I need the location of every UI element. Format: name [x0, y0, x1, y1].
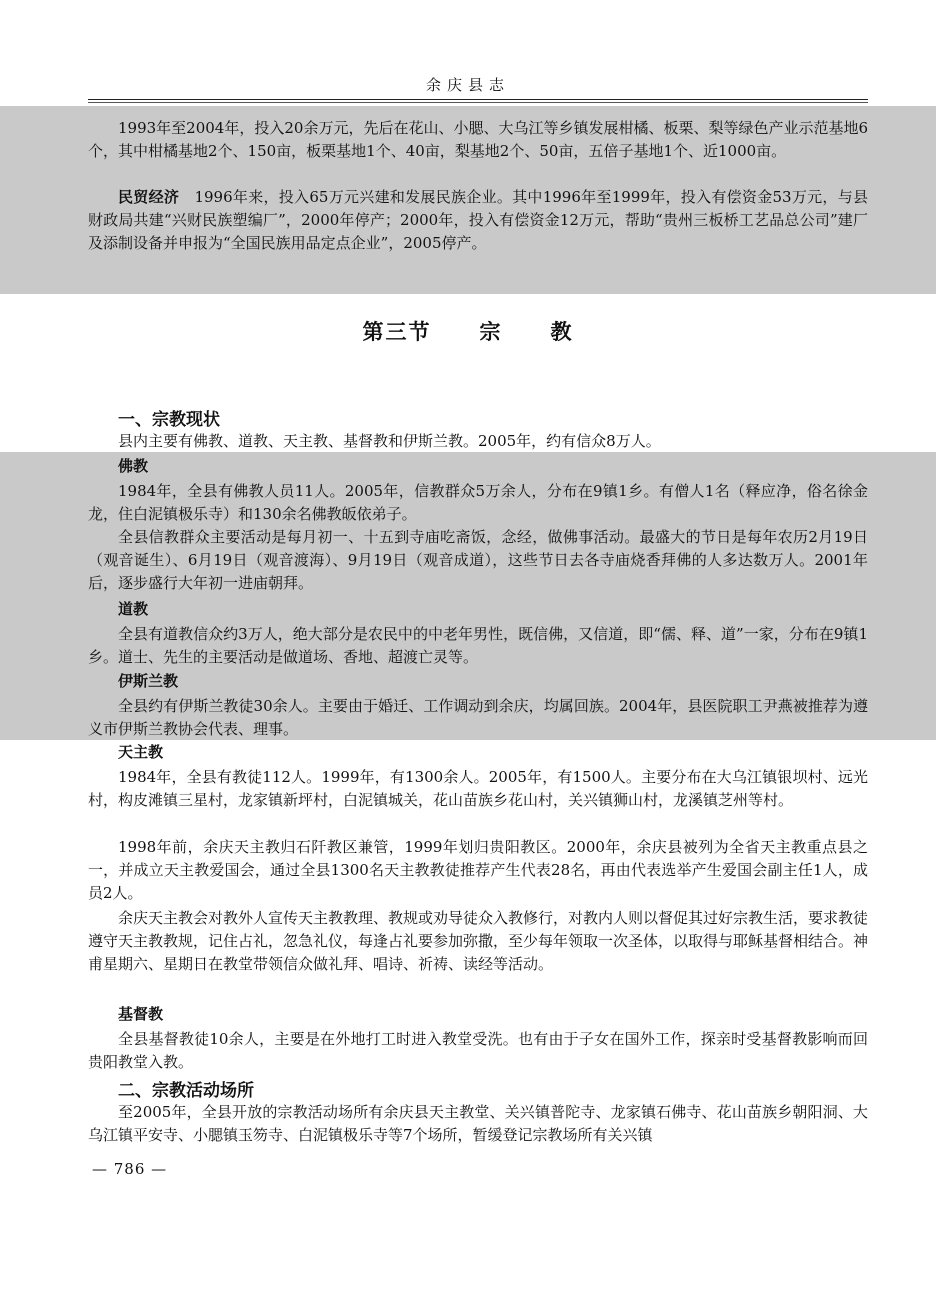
header-rule-thin — [88, 102, 868, 103]
section-title — [0, 316, 936, 346]
running-header: 余庆县志 — [425, 76, 510, 94]
subheading-catholicism: 天主教 — [118, 743, 164, 761]
paragraph-buddhism-1: 1984年，全县有佛教人员11人。2005年，信教群众5万余人，分布在9镇1乡。有僧人1名（释应净，俗名徐金龙，住白泥镇极乐寺）和130余名佛教皈依弟子。 — [88, 482, 868, 523]
section-title-char-1: 宗 — [479, 320, 503, 344]
paragraph-religion-intro: 县内主要有佛教、道教、天主教、基督教和伊斯兰教。2005年，约有信众8万人。 — [118, 432, 661, 450]
paragraph-protestantism: 全县基督教徒10余人，主要是在外地打工时进入教堂受洗。也有由于子女在国外工作，探亲时受基督教影响而回贵阳教堂入教。 — [88, 1030, 868, 1071]
header-rule — [88, 99, 868, 100]
paragraph-taoism: 全县有道教信众约3万人，绝大部分是农民中的中老年男性，既信佛，又信道，即“儒、释、道”一家，分布在9镇1乡。道士、先生的主要活动是做道场、香地、超渡亡灵等。 — [88, 625, 868, 666]
section-title-char-2: 教 — [550, 320, 574, 344]
paragraph-ethnic-trade — [88, 186, 868, 255]
heading-religious-sites: 二、宗教活动场所 — [118, 1081, 254, 1101]
paragraph-orchards: 1993年至2004年，投入20余万元，先后在花山、小腮、大乌江等乡镇发展柑橘、板栗、梨等绿色产业示范基地6个，其中柑橘基地2个、150亩，板栗基地1个、40亩，梨基地2个、50亩，五倍子基地1个、近1000亩。 — [88, 119, 868, 160]
section-number: 第三节 — [362, 320, 432, 344]
paragraph-catholicism-3: 余庆天主教会对教外人宣传天主教教理、教规或劝导徒众入教修行，对教内人则以督促其过好宗教生活，要求教徒遵守天主教教规，记住占礼，忽急礼仪，每逢占礼要参加弥撒，至少每年领取一次圣体，以取得与耶稣基督相结合。神甫星期六、星期日在教堂带领信众做礼拜、唱诗、祈祷、读经等活动。 — [88, 909, 869, 973]
paragraph-buddhism-2: 全县信教群众主要活动是每月初一、十五到寺庙吃斋饭，念经，做佛事活动。最盛大的节日是每年农历2月19日（观音诞生）、6月19日（观音渡海）、9月19日（观音成道），这些节日去各寺庙烧香拜佛的人多达数万人。2001年后，逐步盛行大年初一进庙朝拜。 — [88, 528, 868, 592]
ethnic-trade-text: 1996年来，投入65万元兴建和发展民族企业。其中1996年至1999年，投入有偿资金53万元，与县财政局共建“兴财民族塑编厂”，2000年停产；2000年，投入有偿资金12万元，帮助“贵州三板桥工艺品总公司”建厂及添制设备并申报为“全国民族用品定点企业”，2005停产。 — [88, 188, 868, 252]
subheading-protestantism: 基督教 — [118, 1005, 164, 1023]
page-number: — 786 — — [92, 1160, 168, 1178]
subheading-buddhism: 佛教 — [118, 457, 149, 475]
subheading-islam: 伊斯兰教 — [118, 672, 179, 690]
paragraph-religious-sites: 至2005年，全县开放的宗教活动场所有余庆县天主教堂、关兴镇普陀寺、龙家镇石佛寺、花山苗族乡朝阳洞、大乌江镇平安寺、小腮镇玉笏寺、白泥镇极乐寺等7个场所，暂缓登记宗教场所有关兴镇 — [88, 1103, 868, 1144]
ethnic-trade-label: 民贸经济 — [118, 188, 180, 206]
heading-religion-status: 一、宗教现状 — [118, 410, 220, 430]
paragraph-catholicism-2: 1998年前，余庆天主教归石阡教区兼管，1999年划归贵阳教区。2000年，余庆县被列为全省天主教重点县之一，并成立天主教爱国会，通过全县1300名天主教教徒推荐产生代表28名，再由代表选举产生爱国会副主任1人，成员2人。 — [88, 838, 868, 902]
paragraph-islam: 全县约有伊斯兰教徒30余人。主要由于婚迁、工作调动到余庆，均属回族。2004年，县医院职工尹燕被推荐为遵义市伊斯兰教协会代表、理事。 — [88, 697, 868, 738]
subheading-taoism: 道教 — [118, 600, 149, 618]
paragraph-catholicism-1: 1984年，全县有教徒112人。1999年，有1300余人。2005年，有1500人。主要分布在大乌江镇银坝村、远光村，构皮滩镇三星村，龙家镇新坪村，白泥镇城关，花山苗族乡花山村，关兴镇狮山村，龙溪镇芝州等村。 — [88, 768, 868, 809]
